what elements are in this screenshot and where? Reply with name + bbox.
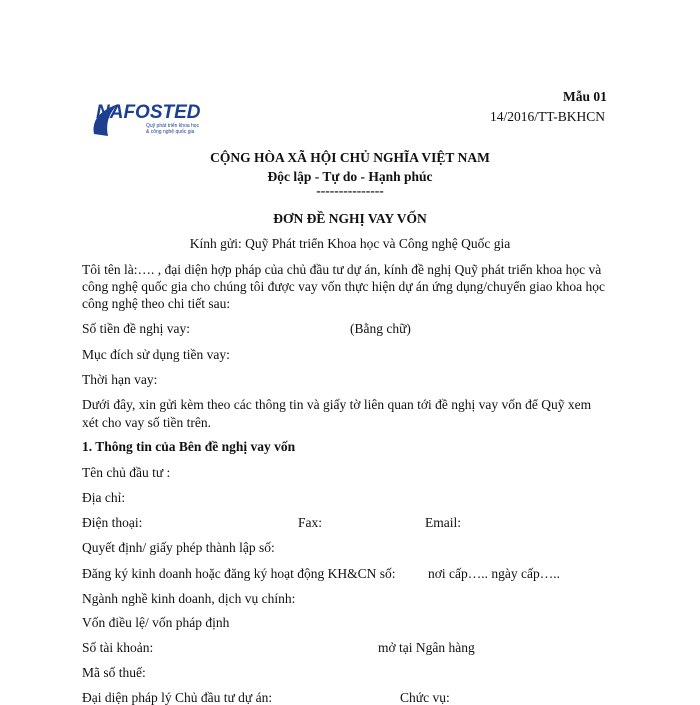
logo-tagline-2: & công nghệ quốc gia (146, 129, 195, 135)
document-title: ĐƠN ĐỀ NGHỊ VAY VỐN (273, 211, 427, 226)
business-label: Ngành nghề kinh doanh, dịch vụ chính: (82, 591, 296, 606)
intro-line-2: công nghệ quốc gia cho chúng tôi được vay vốn thực hiện dự án ứng dụng/chuyển giao khoa học (82, 279, 606, 294)
section-1-heading: 1. Thông tin của Bên đề nghị vay vốn (82, 439, 296, 454)
account-label: Số tài khoản: (82, 640, 154, 655)
phone-label: Điện thoại: (82, 515, 143, 530)
form-number: Mẫu 01 (563, 89, 607, 104)
tax-code-label: Mã số thuế: (82, 665, 146, 680)
circular-number: 14/2016/TT-BKHCN (490, 109, 606, 124)
registration-label: Đăng ký kinh doanh hoặc đăng ký hoạt động KH&CN số: (82, 566, 396, 581)
fax-label: Fax: (298, 515, 323, 530)
email-label: Email: (425, 515, 461, 530)
loan-amount-words: (Bằng chữ) (350, 321, 411, 336)
address-label: Địa chỉ: (82, 490, 126, 505)
issued-label: nơi cấp….. ngày cấp….. (428, 566, 560, 581)
legal-rep-label: Đại diện pháp lý Chủ đầu tư dự án: (82, 690, 273, 705)
charter-capital-label: Vốn điều lệ/ vốn pháp định (82, 615, 230, 630)
intro-line-1: Tôi tên là:…. , đại diện hợp pháp của chủ đầu tư dự án, kính đề nghị Quỹ phát triển khoa học và (82, 262, 602, 277)
divider: --------------- (316, 183, 384, 198)
loan-term-label: Thời hạn vay: (82, 372, 158, 387)
bank-label: mở tại Ngân hàng (378, 640, 475, 655)
nafosted-logo (88, 96, 228, 140)
loan-amount-label: Số tiền đề nghị vay: (82, 321, 190, 336)
loan-purpose-label: Mục đích sử dụng tiền vay: (82, 347, 230, 362)
attachments-line-1: Dưới đây, xin gửi kèm theo các thông tin và giấy tờ liên quan tới đề nghị vay vốn để Quỹ xem (82, 397, 592, 412)
owner-name-label: Tên chủ đầu tư : (82, 465, 171, 480)
motto: Độc lập - Tự do - Hạnh phúc (267, 169, 433, 184)
position-label: Chức vụ: (400, 690, 450, 705)
republic-heading: CỘNG HÒA XÃ HỘI CHỦ NGHĨA VIỆT NAM (210, 150, 490, 165)
decision-label: Quyết định/ giấy phép thành lập số: (82, 540, 275, 555)
addressee: Kính gửi: Quỹ Phát triển Khoa học và Công nghệ Quốc gia (189, 236, 511, 251)
logo-tagline-1: Quỹ phát triển khoa học (146, 123, 200, 129)
intro-line-3: công nghệ theo chi tiết sau: (82, 296, 231, 311)
logo-wordmark: NAFOSTED (96, 102, 201, 123)
attachments-line-2: xét cho vay số tiền trên. (82, 415, 211, 430)
